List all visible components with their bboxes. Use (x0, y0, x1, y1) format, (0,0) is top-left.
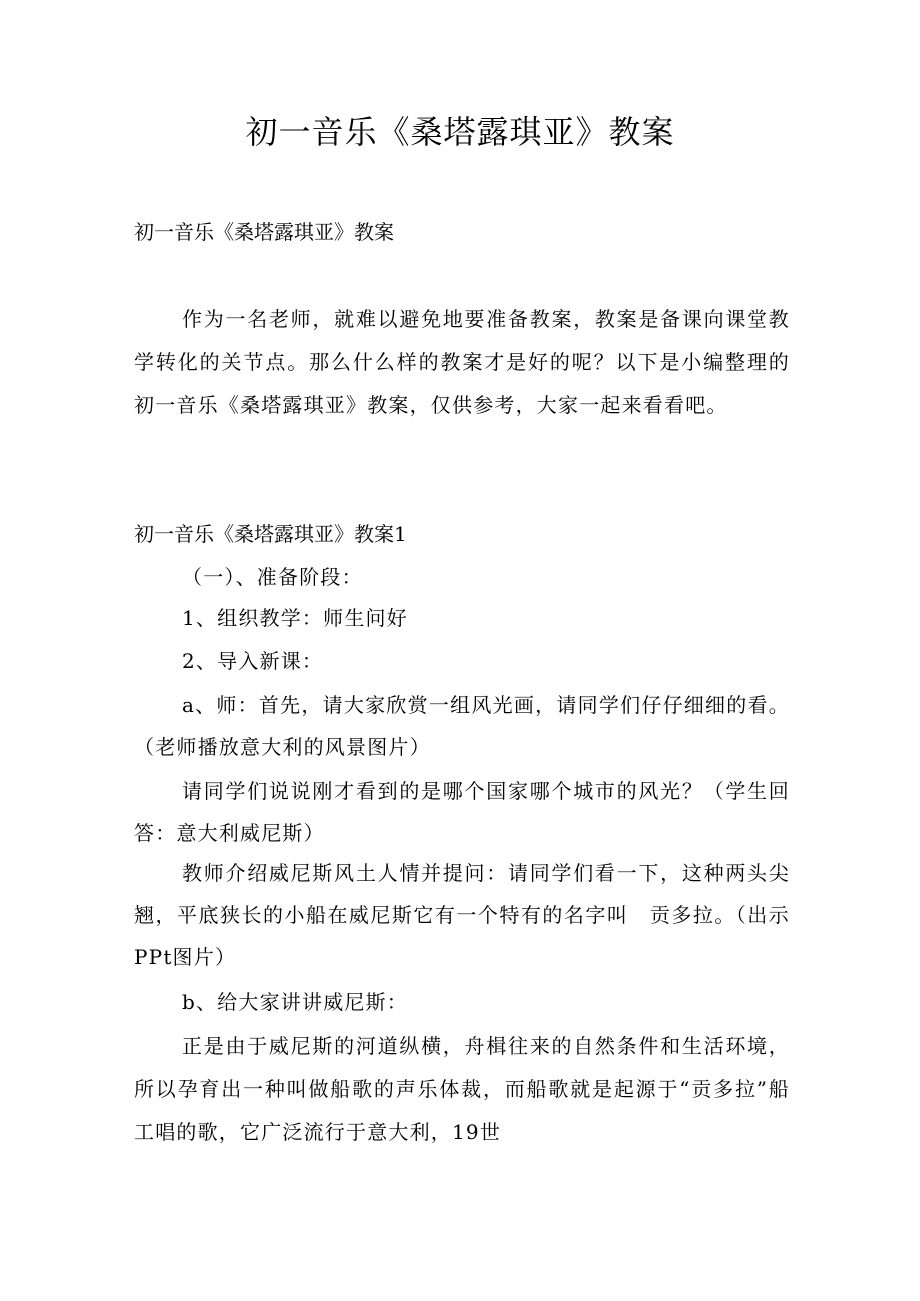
paragraph-student-question: 请同学们说说刚才看到的是哪个国家哪个城市的风光？（学生回答：意大利威尼斯） (134, 779, 790, 845)
paragraph-gondola-history: 正是由于威尼斯的河道纵横，舟楫往来的自然条件和生活环境，所以孕育出一种叫做船歌的声乐体裁，而船歌就是起源于“贡多拉”船工唱的歌，它广泛流行于意大利，19世 (134, 1034, 790, 1144)
intro-paragraph: 作为一名老师，就难以避免地要准备教案，教案是备课向课堂教学转化的关节点。那么什么样的教案才是好的呢？以下是小编整理的初一音乐《桑塔露琪亚》教案，仅供参考，大家一起来看看吧。 (134, 307, 790, 417)
paragraph-introduce-lesson: 2、导入新课： (182, 649, 324, 673)
document-title: 初一音乐《桑塔露琪亚》教案 (245, 113, 675, 151)
section-heading: 初一音乐《桑塔露琪亚》教案1 (134, 522, 407, 546)
paragraph-organize-teaching: 1、组织教学：师生问好 (182, 606, 408, 630)
document-subtitle: 初一音乐《桑塔露琪亚》教案 (134, 220, 394, 244)
paragraph-preparation-stage: （一）、准备阶段： (182, 565, 363, 589)
paragraph-teacher-b: b、给大家讲讲威尼斯： (182, 990, 409, 1014)
paragraph-teacher-a: a、师：首先，请大家欣赏一组风光画，请同学们仔仔细细的看。（老师播放意大利的风景图片） (134, 693, 790, 759)
paragraph-venice-intro: 教师介绍威尼斯风土人情并提问：请同学们看一下，这种两头尖翘，平底狭长的小船在威尼斯它有一个特有的名字叫 贡多拉。（出示PPt图片） (134, 861, 790, 969)
